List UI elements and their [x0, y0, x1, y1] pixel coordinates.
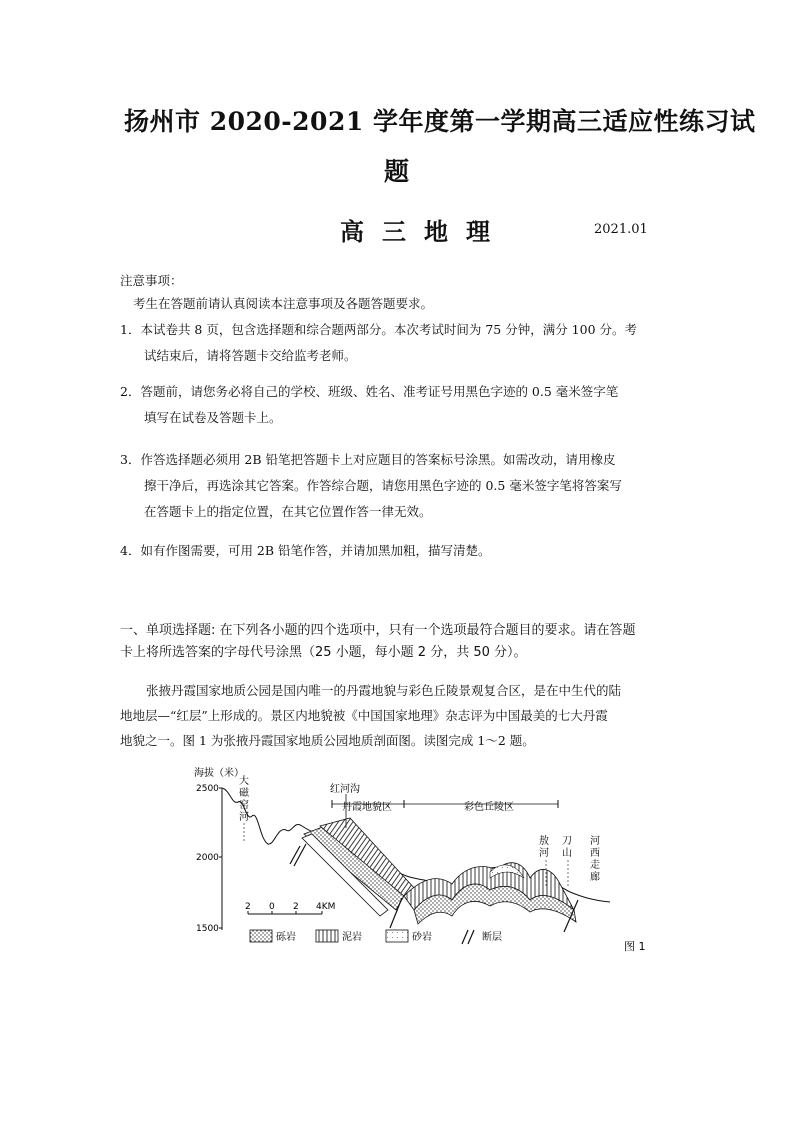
- label-aohe-1: 敖: [539, 836, 549, 847]
- label-hexi-3: 走: [590, 860, 600, 871]
- terrain-profile-west: [222, 788, 318, 844]
- subject-title: 高三地理: [340, 217, 508, 246]
- section1-instruction-line1: 一、单项选择题: 在下列各小题的四个选项中，只有一个选项最符合题目的要求。请在答题: [120, 623, 636, 638]
- label-colorful-hills-zone: 彩色丘陵区: [464, 802, 514, 813]
- label-dacigou-4: 河: [239, 812, 249, 823]
- scale-label-0: 0: [269, 902, 275, 912]
- legend-label-fault: 断层: [482, 932, 502, 943]
- y-tick-label-2000: 2000: [196, 853, 219, 863]
- legend-label-conglomerate: 砾岩: [276, 932, 296, 943]
- scale-label-4km: 4KM: [316, 902, 336, 912]
- passage-line1: 张掖丹霞国家地质公园是国内唯一的丹霞地貌与彩色丘陵景观复合区，是在中生代的陆: [146, 683, 622, 698]
- label-dacigou-3: 窑: [239, 800, 249, 811]
- page-title-line1: 扬州市 2020-2021 学年度第一学期高三适应性练习试: [124, 107, 756, 136]
- label-honghegou: 红河沟: [330, 784, 360, 795]
- notice-item-3-line3: 在答题卡上的指定位置，在其它位置作答一律无效。: [144, 504, 432, 519]
- notice-item-3-line1: 3．作答选择题必须用 2B 铅笔把答题卡上对应题目的答案标号涂黑。如需改动，请用橡皮: [120, 452, 616, 467]
- passage-line3: 地貌之一。图 1 为张掖丹霞国家地质公园地质剖面图。读图完成 1～2 题。: [120, 733, 535, 748]
- fault-west: [294, 844, 306, 866]
- y-axis-label: 海拔（米）: [194, 768, 244, 779]
- label-hexi-2: 西: [590, 848, 600, 859]
- label-danxia-zone: 丹霞地貌区: [342, 802, 392, 813]
- label-daoshan-1: 刀: [562, 836, 572, 847]
- label-dacigou-2: 磁: [239, 788, 249, 799]
- page-title-line2: 题: [384, 157, 410, 186]
- label-dacigou-1: 大: [239, 776, 249, 787]
- notice-item-3-line2: 擦干净后，再选涂其它答案。作答综合题，请您用黑色字迹的 0.5 毫米签字笔将答案写: [144, 478, 622, 493]
- notice-item-2-line1: 2．答题前，请您务必将自己的学校、班级、姓名、准考证号用黑色字迹的 0.5 毫米签字笔: [120, 384, 619, 399]
- label-hexi-4: 廊: [590, 872, 600, 883]
- y-tick-label-1500: 1500: [196, 924, 219, 934]
- legend-swatch-sandstone: [386, 930, 408, 942]
- exam-date: 2021.01: [594, 222, 648, 237]
- legend-label-sandstone: 砂岩: [412, 932, 432, 943]
- legend-swatch-mudstone: [316, 930, 338, 942]
- label-aohe-2: 河: [539, 848, 549, 859]
- legend-symbol-fault-1: [462, 930, 468, 944]
- notice-heading: 注意事项：: [120, 273, 183, 288]
- y-tick-label-2500: 2500: [196, 784, 219, 794]
- legend-label-mudstone: 泥岩: [342, 932, 362, 943]
- legend-swatch-conglomerate: [250, 930, 272, 942]
- passage-line2: 地地层—“红层”上形成的。景区内地貌被《中国国家地理》杂志评为中国最美的七大丹霞: [120, 708, 608, 723]
- label-hexi-1: 河: [590, 836, 600, 847]
- notice-item-1-line1: 1．本试卷共 8 页，包含选择题和综合题两部分。本次考试时间为 75 分钟，满分 100 分。考: [120, 322, 638, 337]
- notice-item-2-line2: 填写在试卷及答题卡上。: [144, 410, 282, 425]
- notice-intro: 考生在答题前请认真阅读本注意事项及各题答题要求。: [133, 296, 434, 311]
- fault-west-arrow: [290, 846, 300, 864]
- scale-label-2a: 2: [245, 902, 251, 912]
- label-daoshan-2: 山: [562, 848, 572, 859]
- legend-symbol-fault-2: [468, 930, 474, 944]
- section1-instruction-line2: 卡上将所选答案的字母代号涂黑（25 小题，每小题 2 分，共 50 分）。: [120, 645, 527, 660]
- scale-label-2b: 2: [293, 902, 299, 912]
- notice-item-1-line2: 试结束后，请将答题卡交给监考老师。: [144, 348, 357, 363]
- notice-item-4-line1: 4．如有作图需要，可用 2B 铅笔作答，并请加黑加粗，描写清楚。: [120, 543, 491, 558]
- figure-caption: 图 1: [624, 940, 646, 953]
- geologic-cross-section-figure: [190, 760, 660, 960]
